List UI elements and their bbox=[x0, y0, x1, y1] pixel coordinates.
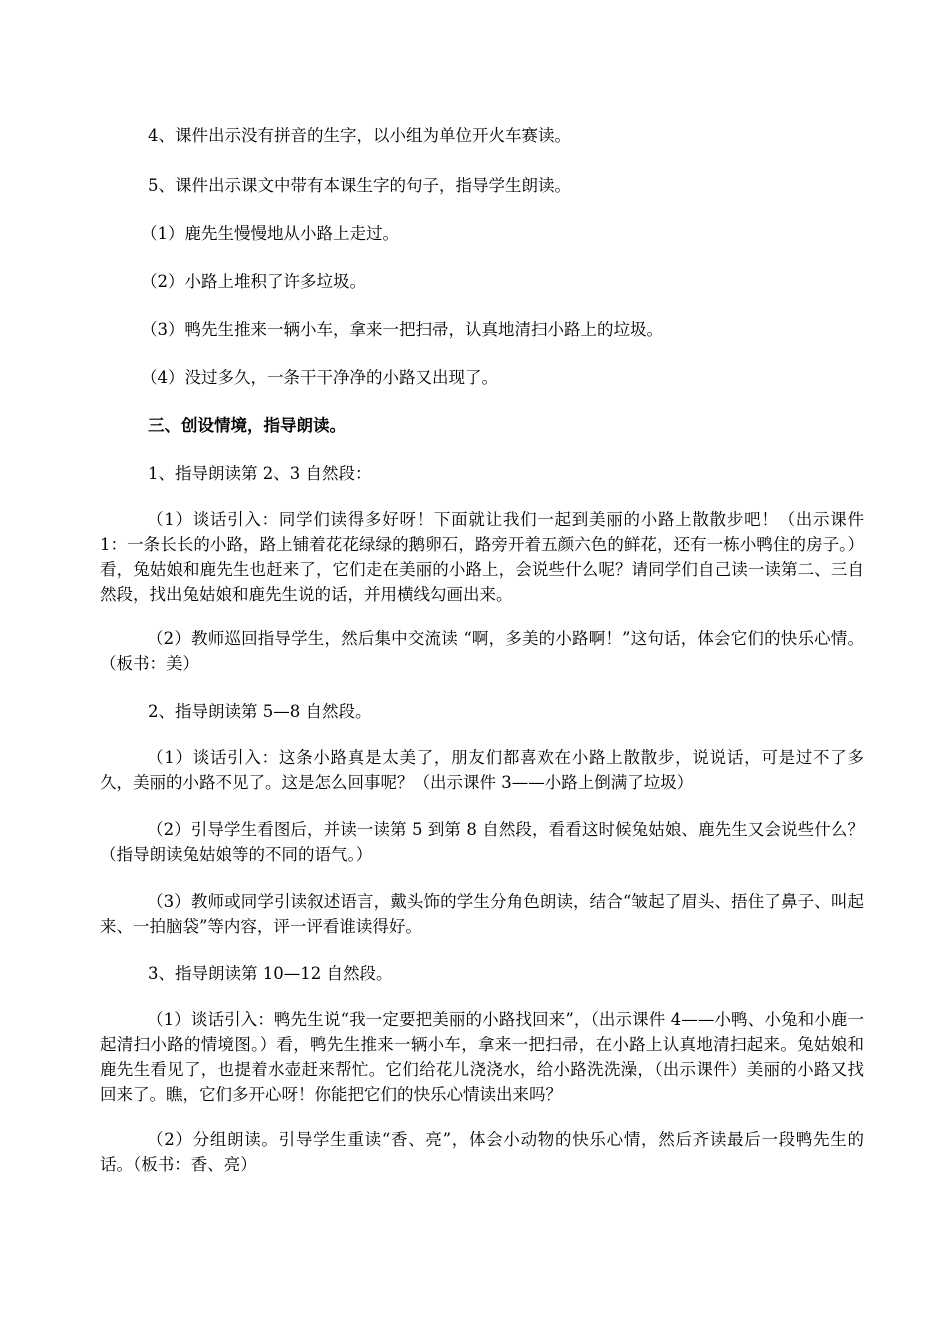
sub1-paragraph-2: （2）教师巡回指导学生，然后集中交流读 “啊，多美的小路啊！”这句话，体会它们的快乐心情。（板书：美） bbox=[100, 629, 864, 673]
sentence-1-line: （1）鹿先生慢慢地从小路上走过。 bbox=[141, 224, 399, 243]
sentence-3-line: （3）鸭先生推来一辆小车，拿来一把扫帚，认真地清扫小路上的垃圾。 bbox=[141, 320, 663, 339]
sub3-paragraph-2: （2）分组朗读。引导学生重读“香、亮”，体会小动物的快乐心情，然后齐读最后一段鸭先生的话。（板书：香、亮） bbox=[100, 1130, 864, 1174]
sub2-paragraph-1: （1）谈话引入：这条小路真是太美了，朋友们都喜欢在小路上散散步，说说话，可是过不了多久，美丽的小路不见了。这是怎么回事呢？（出示课件 3——小路上倒满了垃圾） bbox=[100, 748, 864, 792]
item-5-line: 5、课件出示课文中带有本课生字的句子，指导学生朗读。 bbox=[148, 176, 571, 195]
sub2-paragraph-3: （3）教师或同学引读叙述语言，戴头饰的学生分角色朗读，结合“皱起了眉头、捂住了鼻子、叫起来、一拍脑袋”等内容，评一评看谁读得好。 bbox=[100, 892, 864, 936]
item-4-line: 4、课件出示没有拼音的生字，以小组为单位开火车赛读。 bbox=[148, 126, 571, 145]
sub1-paragraph-1: （1）谈话引入：同学们读得多好呀！下面就让我们一起到美丽的小路上散散步吧！（出示课件 1：一条长长的小路，路上铺着花花绿绿的鹅卵石，路旁开着五颜六色的鲜花，还有一栋小鸭住的房子。）看，兔姑娘和鹿先生也赶来了，它们走在美丽的小路上，会说些什么呢？请同学们自己读一读第二、三自然段，找出兔姑娘和鹿先生说的话，并用横线勾画出来。 bbox=[100, 510, 864, 604]
sentence-4-line: （4）没过多久，一条干干净净的小路又出现了。 bbox=[141, 368, 498, 387]
sentence-2-line: （2）小路上堆积了许多垃圾。 bbox=[141, 272, 366, 291]
sub3-paragraph-1: （1）谈话引入：鸭先生说“我一定要把美丽的小路找回来”，（出示课件 4——小鸭、小兔和小鹿一起清扫小路的情境图。）看，鸭先生推来一辆小车，拿来一把扫帚，在小路上认真地清扫起来。兔姑娘和鹿先生看见了，也提着水壶赶来帮忙。它们给花儿浇浇水，给小路洗洗澡，（出示课件）美丽的小路又找回来了。瞧，它们多开心呀！你能把它们的快乐心情读出来吗？ bbox=[100, 1010, 864, 1104]
sub3-heading: 3、指导朗读第 10—12 自然段。 bbox=[148, 964, 393, 983]
sub2-paragraph-2: （2）引导学生看图后，并读一读第 5 到第 8 自然段，看看这时候兔姑娘、鹿先生又会说些什么？（指导朗读兔姑娘等的不同的语气。） bbox=[100, 820, 864, 864]
sub2-heading: 2、指导朗读第 5—8 自然段。 bbox=[148, 702, 372, 721]
section-heading: 三、创设情境，指导朗读。 bbox=[148, 416, 346, 435]
sub1-heading: 1、指导朗读第 2、3 自然段： bbox=[148, 464, 372, 483]
